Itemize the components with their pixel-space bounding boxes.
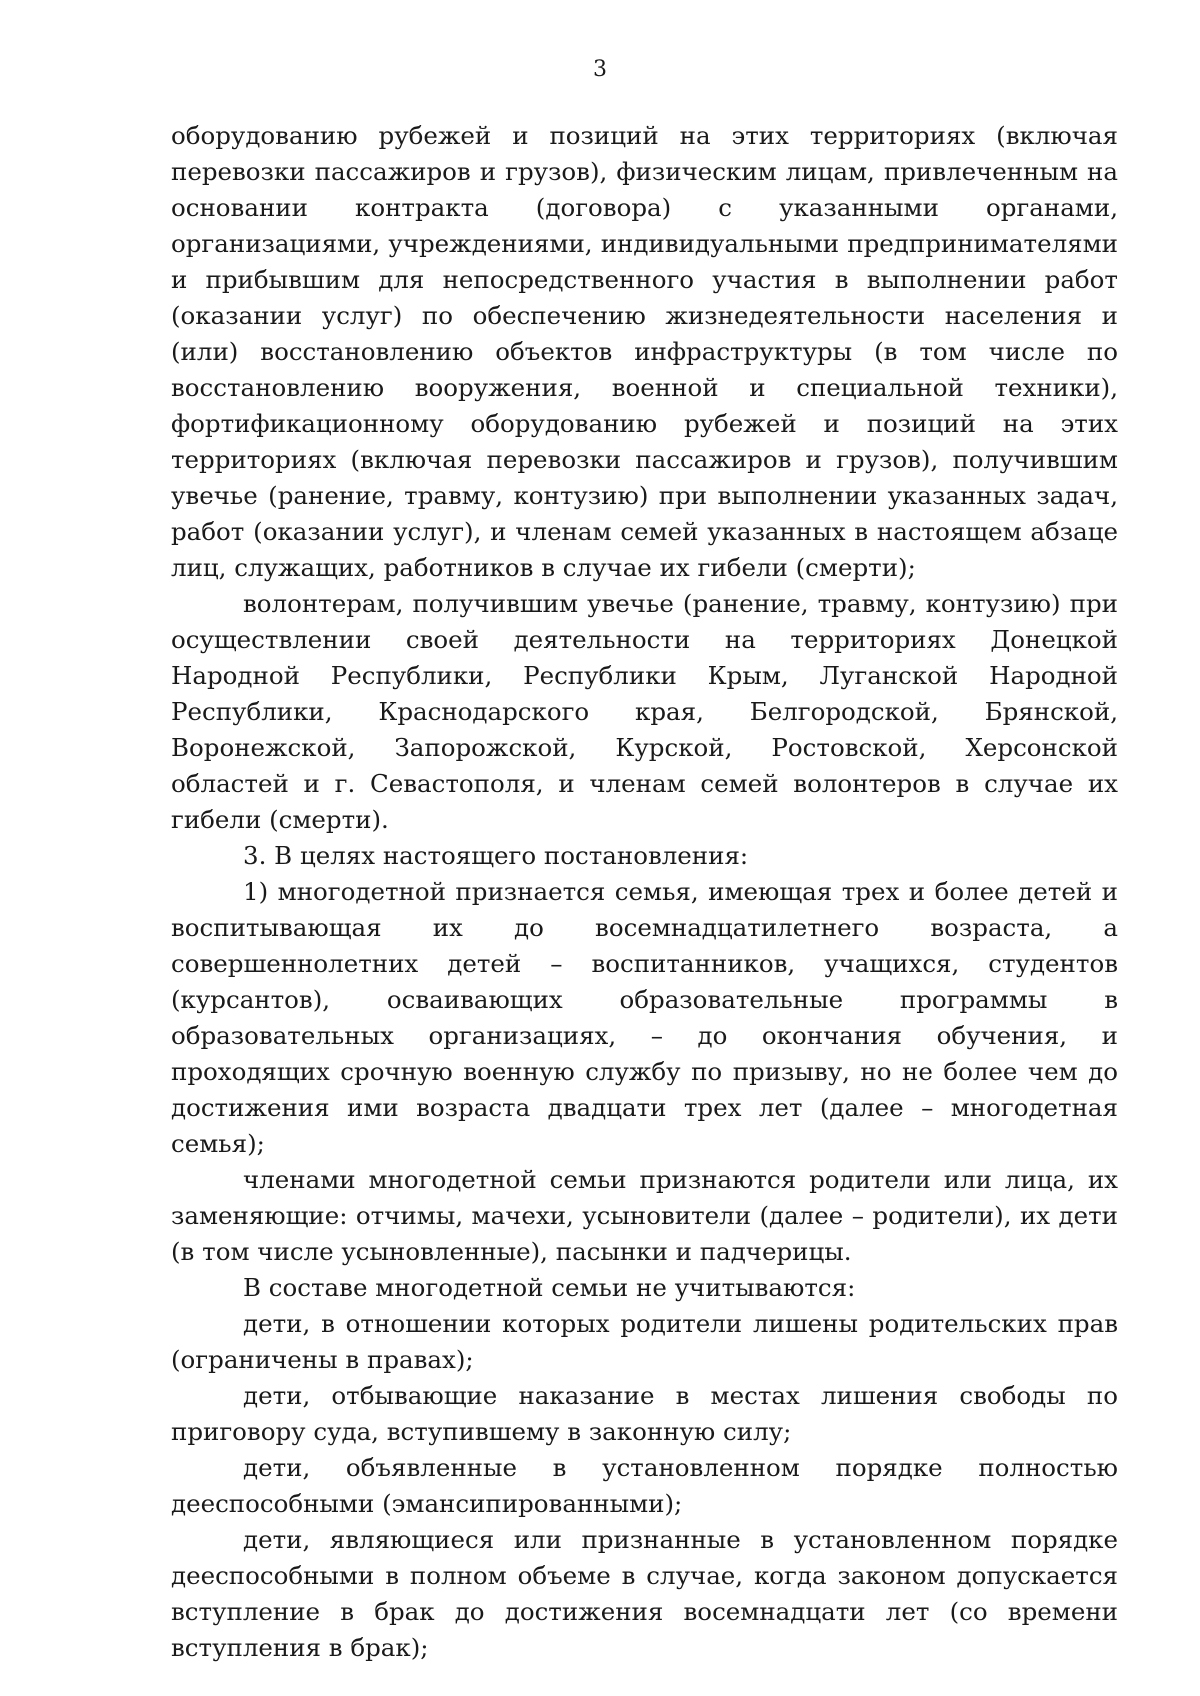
document-body [171, 118, 1118, 1666]
paragraph-section-3-heading: 3. В целях настоящего постановления: [243, 841, 749, 870]
paragraph-large-family-definition: 1) многодетной признается семья, имеющая трех и более детей и воспитывающая их до восемнадцатилетнего возраста, а совершеннолетних детей – воспитанников, учащихся, студентов (курсантов), осваивающих образовательные программы в образовательных организациях, – до окончания обучения, и проходящих срочную военную службу по призыву, но не более чем до достижения ими возраста двадцати трех лет (далее – многодетная семья); [171, 877, 1118, 1158]
paragraph-serving-sentence: дети, отбывающие наказание в местах лишения свободы по приговору суда, вступившему в законную силу; [171, 1381, 1118, 1446]
paragraph-deprived-parental-rights: дети, в отношении которых родители лишены родительских прав (ограничены в правах); [171, 1309, 1118, 1374]
paragraph-not-counted-intro: В составе многодетной семьи не учитываются: [243, 1273, 856, 1302]
page-number: 3 [593, 57, 607, 82]
paragraph-emancipated: дети, объявленные в установленном порядке полностью дееспособными (эмансипированными); [171, 1453, 1118, 1518]
paragraph-volunteers: волонтерам, получившим увечье (ранение, травму, контузию) при осуществлении своей деятельности на территориях Донецкой Народной Республики, Республики Крым, Луганской Народной Республики, Краснодарского края, Белгородской, Брянской, Воронежской, Запорожской, Курской, Ростовской, Херсонской областей и г. Севастополя, и членам семей волонтеров в случае их гибели (смерти). [171, 589, 1118, 834]
paragraph-family-members: членами многодетной семьи признаются родители или лица, их заменяющие: отчимы, мачехи, усыновители (далее – родители), их дети (в том числе усыновленные), пасынки и падчерицы. [171, 1165, 1118, 1266]
paragraph-capable-by-marriage: дети, являющиеся или признанные в установленном порядке дееспособными в полном объеме в случае, когда законом допускается вступление в брак до достижения восемнадцати лет (со времени вступления в брак); [171, 1525, 1118, 1662]
paragraph-continuation: оборудованию рубежей и позиций на этих территориях (включая перевозки пассажиров и грузов), физическим лицам, привлеченным на основании контракта (договора) с указанными органами, организациями, учреждениями, индивидуальными предпринимателями и прибывшим для непосредственного участия в выполнении работ (оказании услуг) по обеспечению жизнедеятельности населения и (или) восстановлению объектов инфраструктуры (в том числе по восстановлению вооружения, военной и специальной техники), фортификационному оборудованию рубежей и позиций на этих территориях (включая перевозки пассажиров и грузов), получившим увечье (ранение, травму, контузию) при выполнении указанных задач, работ (оказании услуг), и членам семей указанных в настоящем абзаце лиц, служащих, работников в случае их гибели (смерти); [171, 121, 1118, 582]
